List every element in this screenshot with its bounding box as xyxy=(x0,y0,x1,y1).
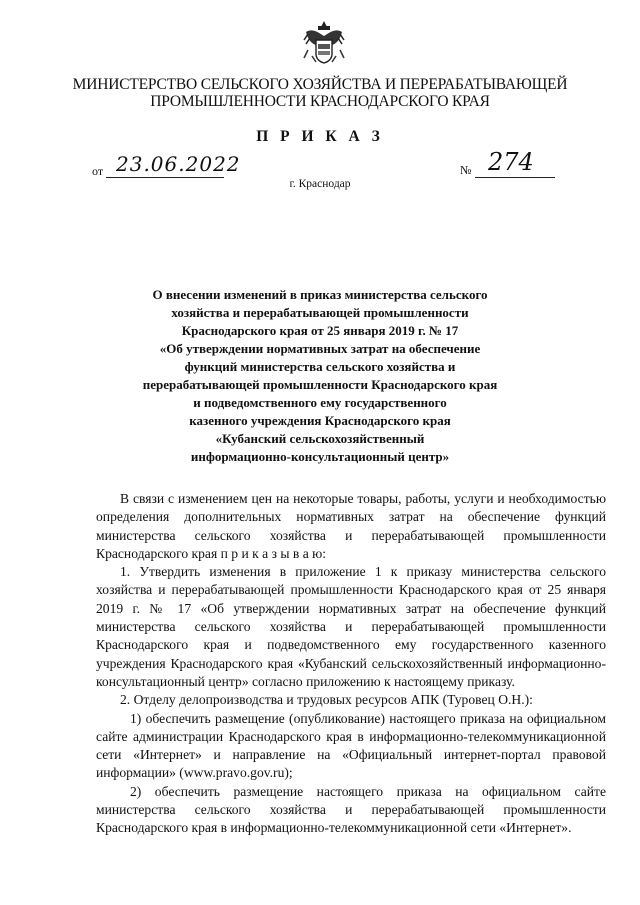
document-type: П Р И К А З xyxy=(256,128,384,145)
ministry-name-line-2: ПРОМЫШЛЕННОСТИ КРАСНОДАРСКОГО КРАЯ xyxy=(150,93,490,110)
title-line: О внесении изменений в приказ министерства сельского xyxy=(152,287,488,302)
document-title xyxy=(130,286,510,466)
ministry-name xyxy=(60,76,580,110)
item-1-paragraph: 1. Утвердить изменения в приложение 1 к приказу министерства сельского хозяйства и перерабатывающей промышленности Краснодарского края от 25 января 2019 г. № 17 «Об утверждении нормативных затрат на обеспечение функций министерства сельского хозяйства и перерабатывающей промышленности Краснодарского края и подведомственного ему государственного казенного учреждения Краснодарского края «Кубанский сельскохозяйственный информационно-консультационный центр» согласно приложению к настоящему приказу. xyxy=(96,564,606,689)
ministry-name-line-1: МИНИСТЕРСТВО СЕЛЬСКОГО ХОЗЯЙСТВА И ПЕРЕРАБАТЫВАЮЩЕЙ xyxy=(72,76,568,93)
title-line: перерабатывающей промышленности Краснодарского края xyxy=(142,377,498,392)
date-prefix: от xyxy=(92,164,104,178)
title-line: и подведомственного ему государственного xyxy=(193,395,447,410)
preamble-paragraph: В связи с изменением цен на некоторые товары, работы, услуги и необходимостью определения дополнительных нормативных затрат на обеспечение функций министерства сельского хозяйства и перерабатывающей промышленности Краснодарского края п р и к а з ы в а ю: xyxy=(96,491,606,561)
number-prefix: № xyxy=(460,163,472,177)
title-line: функций министерства сельского хозяйства и xyxy=(184,359,456,374)
title-line: Краснодарского края от 25 января 2019 г. № 17 xyxy=(181,323,459,338)
city: г. Краснодар xyxy=(289,178,351,190)
item-2-2-paragraph: 2) обеспечить размещение настоящего приказа на официальном сайте министерства сельского хозяйства и перерабатывающей промышленности Краснодарского края в информационно-телекоммуникационной сети «Интернет». xyxy=(96,783,606,836)
document-number: 274 xyxy=(488,148,534,176)
title-line: «Об утверждении нормативных затрат на обеспечение xyxy=(159,341,481,356)
title-line: «Кубанский сельскохозяйственный xyxy=(215,431,425,446)
date-value: 23.06.2022 xyxy=(116,152,241,176)
title-line: информационно-консультационный центр» xyxy=(190,449,450,464)
document-body xyxy=(96,490,606,838)
coat-of-arms-icon xyxy=(302,18,346,66)
title-line: казенного учреждения Краснодарского края xyxy=(189,413,451,428)
item-2-paragraph: 2. Отделу делопроизводства и трудовых ресурсов АПК (Туровец О.Н.): xyxy=(120,692,533,708)
title-line: хозяйства и перерабатывающей промышленности xyxy=(171,305,469,320)
item-2-1-paragraph: 1) обеспечить размещение (опубликование) настоящего приказа на официальном сайте администрации Краснодарского края в информационно-телекоммуникационной сети «Интернет» и направление на «Официальный интернет-портал правовой информации» (www.pravo.gov.ru); xyxy=(96,710,606,781)
